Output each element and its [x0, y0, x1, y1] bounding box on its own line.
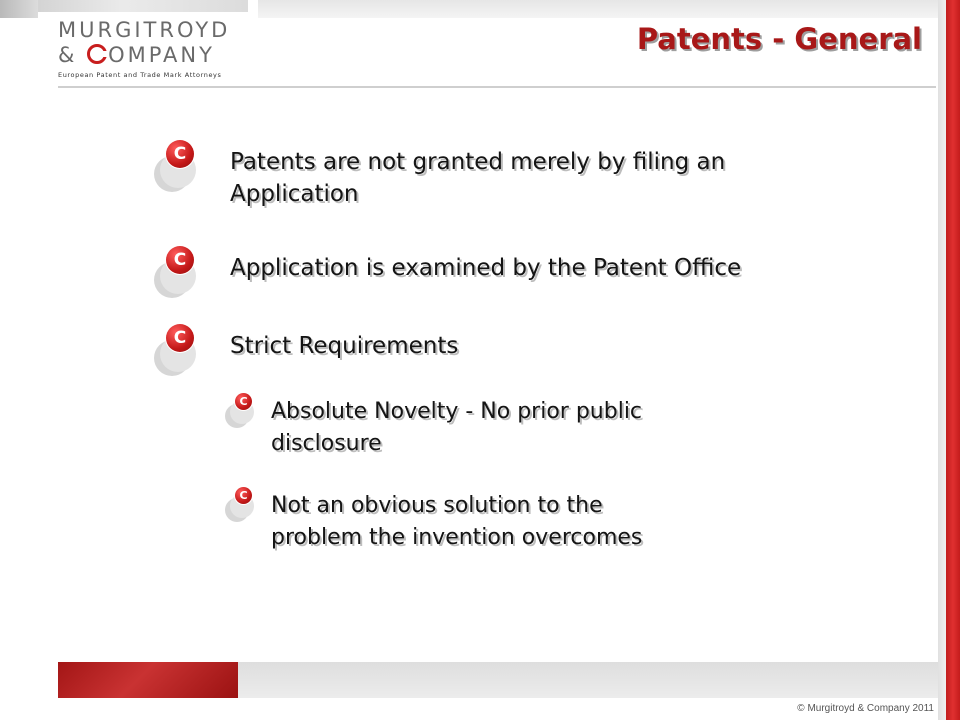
bullet-c-icon: C: [164, 252, 212, 298]
top-band-texture: [38, 0, 248, 12]
logo-ampersand: &: [58, 43, 88, 67]
logo-tagline: European Patent and Trade Mark Attorneys: [58, 71, 222, 79]
copyright-notice: © Murgitroyd & Company 2011: [797, 703, 934, 714]
right-edge-grey-bar: [938, 0, 946, 720]
bullet-text: Patents are not granted merely by filing an Application: [230, 149, 726, 207]
sub-bullet-item-1: [233, 396, 642, 460]
logo-c-icon: [87, 44, 107, 64]
sub-bullet-c-icon: C: [233, 396, 261, 424]
bottom-band-grey: [238, 662, 938, 698]
top-band-left: [0, 0, 38, 18]
bullet-text: Strict Requirements: [230, 333, 459, 359]
bottom-band-red: [58, 662, 238, 698]
title-divider: [58, 86, 936, 88]
bullet-c-icon: C: [164, 330, 212, 376]
bullet-text: Application is examined by the Patent Office: [230, 255, 742, 281]
sub-bullet-text: Absolute Novelty - No prior public disclosure: [271, 399, 643, 456]
logo-line-2: [58, 43, 258, 68]
sub-bullet-c-icon: C: [233, 490, 261, 518]
slide-title: Patents - General: [636, 22, 922, 56]
right-edge-red-bar: [946, 0, 960, 720]
logo-company: OMPANY: [108, 43, 215, 67]
bullet-item-3: [164, 330, 458, 376]
sub-bullet-text: Not an obvious solution to the problem the invention overcomes: [271, 493, 643, 550]
top-band: [258, 0, 938, 18]
bullet-item-2: [164, 252, 741, 298]
company-logo: [58, 18, 258, 82]
logo-line-1: MURGITROYD: [58, 18, 231, 42]
bullet-item-1: [164, 146, 725, 210]
sub-bullet-item-2: [233, 490, 642, 554]
bullet-c-icon: C: [164, 146, 212, 192]
